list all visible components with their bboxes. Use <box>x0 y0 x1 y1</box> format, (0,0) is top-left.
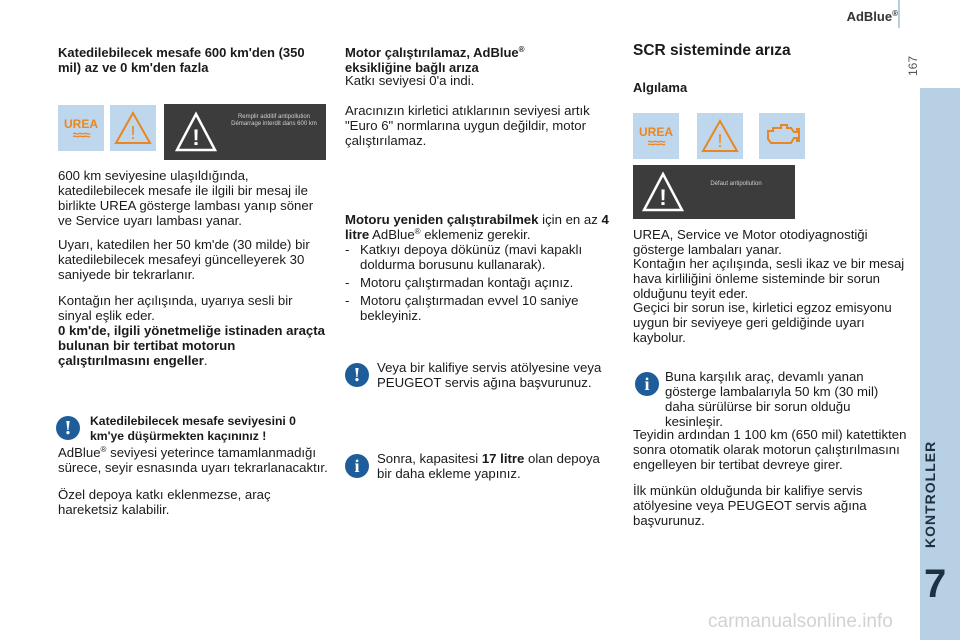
col3-info-text: Buna karşılık araç, devamlı yanan gösterge lambalarıyla 50 km (30 mil) daha sürülürse bir sorun olduğu kesinleşir. <box>665 369 879 429</box>
col2-restart-text: Motoru yeniden çalıştırabilmek için en az 4 litre AdBlue® eklemeniz gerekir. <box>345 212 609 242</box>
service-warning-icon <box>697 113 743 159</box>
list-item: - Motoru çalıştırmadan kontağı açınız. <box>345 275 574 290</box>
col2-para2: Aracınızın kirletici atıklarının seviyesi artık "Euro 6" normlarına uygun değildir, motor çalıştırılamaz. <box>345 103 590 148</box>
col3-para4: Teyidin ardından 1 100 km (650 mil) katettikten sonra otomatik olarak motorun çalıştırılmasını engelleyen bir tertibat devreye girer. <box>633 427 907 472</box>
col2-heading: Motor çalıştırılamaz, AdBlue® eksikliğine bağlı arıza <box>345 45 525 75</box>
section-tab <box>920 88 960 640</box>
page-number: 167 <box>906 55 920 76</box>
col3-heading: SCR sisteminde arıza <box>633 42 791 59</box>
info-icon: i <box>635 372 659 396</box>
col2-para1: Katkı seviyesi 0'a indi. <box>345 73 475 88</box>
instrument-display <box>164 104 326 160</box>
page-header-title: AdBlue® <box>846 9 898 24</box>
col3-para2: Kontağın her açılışında, sesli ikaz ve bir mesaj hava kirliliğini önleme sisteminde bir sorun olduğunu teyit eder. <box>633 256 905 301</box>
col1-heading: Katedilebilecek mesafe 600 km'den (350 mil) az ve 0 km'den fazla <box>58 45 305 75</box>
col1-warning-para1: AdBlue® seviyesi yeterince tamamlanmadığı sürece, seyir esnasında uyarı tekrarlanacaktır. <box>58 445 328 475</box>
col1-para4: 0 km'de, ilgili yönetmeliğe istinaden araçta bulunan bir tertibat motorun çalıştırılmasını engeller. <box>58 323 325 368</box>
warning-exclamation-icon: ! <box>345 363 369 387</box>
display-message: Défaut antipollution <box>710 181 762 187</box>
col2-warning-text: Veya bir kalifiye servis atölyesine veya PEUGEOT servis ağına başvurunuz. <box>377 360 602 390</box>
col1-para2: Uyarı, katedilen her 50 km'de (30 milde) bir katedilebilecek mesafeyi güncelleyerek 30 saniyede bir tekrarlanır. <box>58 237 310 282</box>
svg-text:!: ! <box>130 123 136 143</box>
urea-warning-icon: UREA ≈≈≈ <box>58 105 104 151</box>
col1-warning-title: Katedilebilecek mesafe seviyesini 0 km'ye düşürmekten kaçınınız ! <box>90 414 296 443</box>
warning-triangle-icon <box>174 110 218 154</box>
col2-info-text: Sonra, kapasitesi 17 litre olan depoya bir daha ekleme yapınız. <box>377 451 600 481</box>
list-item: - Katkıyı depoya dökünüz (mavi kapaklı doldurma borusunu kullanarak). <box>345 242 583 272</box>
list-item: - Motoru çalıştırmadan evvel 10 saniye bekleyiniz. <box>345 293 579 323</box>
section-tab-label: KONTROLLER <box>922 440 938 548</box>
svg-text:!: ! <box>192 125 200 150</box>
header-divider <box>898 0 900 28</box>
urea-warning-icon: UREA ≈≈≈ <box>633 113 679 159</box>
chapter-number: 7 <box>924 562 947 606</box>
instrument-display <box>633 165 795 219</box>
warning-exclamation-icon: ! <box>56 416 80 440</box>
service-warning-icon <box>110 105 156 151</box>
col3-subheading: Algılama <box>633 80 688 95</box>
col1-warning-para2: Özel depoya katkı eklenmezse, araç hareketsiz kalabilir. <box>58 487 271 517</box>
watermark: carmanualsonline.info <box>708 611 893 632</box>
col1-para3: Kontağın her açılışında, uyarıya sesli bir sinyal eşlik eder. <box>58 293 293 323</box>
display-message: Remplir additif antipollution Démarrage interdit dans 600 km <box>231 114 317 127</box>
info-icon: i <box>345 454 369 478</box>
col3-para1: UREA, Service ve Motor otodiyagnostiği gösterge lambaları yanar. <box>633 227 868 257</box>
svg-text:!: ! <box>717 131 723 151</box>
col3-para3: Geçici bir sorun ise, kirletici egzoz emisyonu uygun bir seviyeye geri geldiğinde uyarı kaybolur. <box>633 300 892 345</box>
svg-text:!: ! <box>659 185 667 210</box>
restart-steps-list <box>345 242 615 326</box>
engine-check-icon <box>759 113 805 159</box>
warning-triangle-icon <box>641 170 685 214</box>
col3-para5: İlk münkün olduğunda bir kalifiye servis atölyesine veya PEUGEOT servis ağına başvurunuz. <box>633 483 867 528</box>
col1-para1: 600 km seviyesine ulaşıldığında, katedilebilecek mesafe ile ilgili bir mesaj ile birlikte UREA gösterge lambası yanıp söner ve Service uyarı lambası yanar. <box>58 168 314 228</box>
